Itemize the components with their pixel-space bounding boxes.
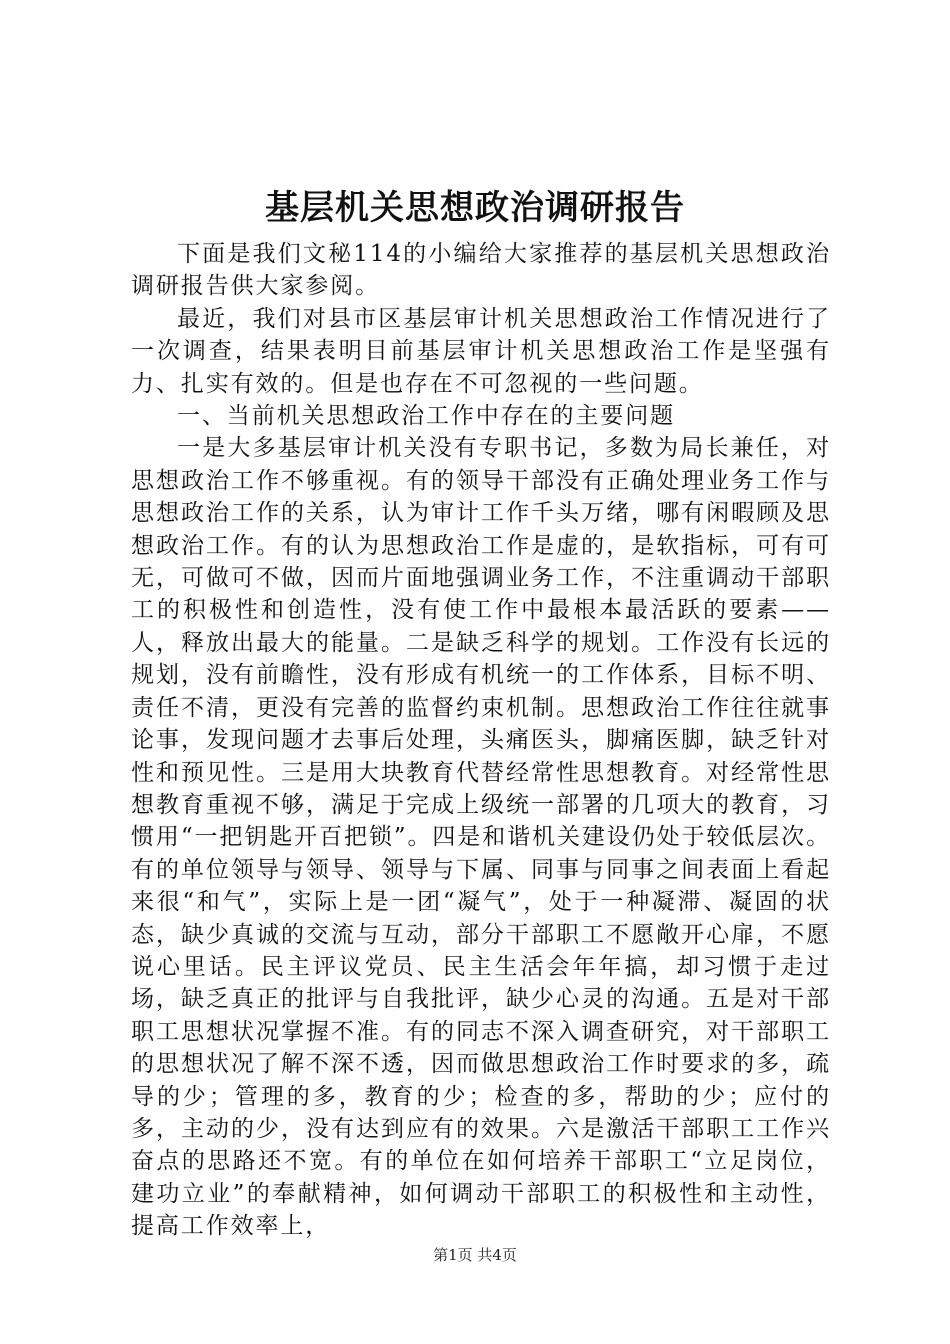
paragraph-survey: 最近，我们对县市区基层审计机关思想政治工作情况进行了一次调查，结果表明目前基层审计机关思想政治工作是坚强有力、扎实有效的。但是也存在不可忽视的一些问题。: [131, 305, 831, 397]
paragraph-intro: 下面是我们文秘114的小编给大家推荐的基层机关思想政治调研报告供大家参阅。: [131, 241, 831, 300]
section-heading: 一、当前机关思想政治工作中存在的主要问题: [177, 403, 675, 430]
page-number-footer: 第1页 共4页: [433, 1246, 517, 1264]
document-body: [131, 238, 831, 1243]
paragraph-problems: 一是大多基层审计机关没有专职书记，多数为局长兼任，对思想政治工作不够重视。有的领导干部没有正确处理业务工作与思想政治工作的关系，认为审计工作千头万绪，哪有闲暇顾及思想政治工作。有的认为思想政治工作是虚的，是软指标，可有可无，可做可不做，因而片面地强调业务工作，不注重调动干部职工的积极性和创造性，没有使工作中最根本最活跃的要素——人，释放出最大的能量。二是缺乏科学的规划。工作没有长远的规划，没有前瞻性，没有形成有机统一的工作体系，目标不明、责任不清，更没有完善的监督约束机制。思想政治工作往往就事论事，发现问题才去事后处理，头痛医头，脚痛医脚，缺乏针对性和预见性。三是用大块教育代替经常性思想教育。对经常性思想教育重视不够，满足于完成上级统一部署的几项大的教育，习惯用“一把钥匙开百把锁”。四是和谐机关建设仍处于较低层次。有的单位领导与领导、领导与下属、同事与同事之间表面上看起来很“和气”，实际上是一团“凝气”，处于一种凝滞、凝固的状态，缺少真诚的交流与互动，部分干部职工不愿敞开心扉，不愿说心里话。民主评议党员、民主生活会年年搞，却习惯于走过场，缺乏真正的批评与自我批评，缺少心灵的沟通。五是对干部职工思想状况掌握不准。有的同志不深入调查研究，对干部职工的思想状况了解不深不透，因而做思想政治工作时要求的多，疏导的少；管理的多，教育的少；检查的多，帮助的少；应付的多，主动的少，没有达到应有的效果。六是激活干部职工工作兴奋点的思路还不宽。有的单位在如何培养干部职工“立足岗位，建功立业”的奉献精神，如何调动干部职工的积极性和主动性，提高工作效率上，: [131, 435, 831, 1240]
document-title: 基层机关思想政治调研报告: [265, 188, 685, 228]
